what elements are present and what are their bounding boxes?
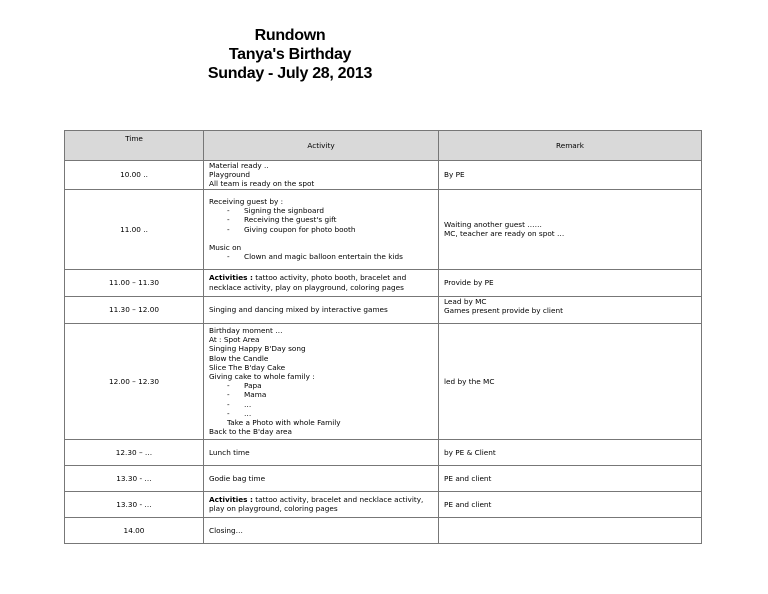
table-row — [65, 323, 702, 439]
time-cell: 12.00 – 12.30 — [65, 323, 204, 439]
remark-cell — [439, 269, 702, 296]
remark-cell — [439, 465, 702, 491]
header-time: Time — [65, 131, 204, 161]
title-event: Tanya's Birthday — [228, 46, 352, 63]
activity-bullet: - Receiving the guest's gift — [209, 215, 433, 224]
activity-cell — [204, 465, 439, 491]
remark-line: by PE & Client — [444, 447, 496, 457]
spacer — [209, 234, 433, 243]
document-title — [0, 26, 580, 83]
remark-line: By PE — [444, 170, 465, 180]
activity-cell — [204, 517, 439, 543]
table-row — [65, 161, 702, 190]
remark-line: PE and client — [444, 499, 492, 509]
remark-cell — [439, 439, 702, 465]
activity-line: Playground — [209, 170, 251, 180]
remark-line: Lead by MC — [444, 296, 487, 306]
header-remark: Remark — [439, 131, 702, 161]
activity-cell — [204, 269, 439, 296]
time-cell: 14.00 — [65, 517, 204, 543]
remark-cell — [439, 161, 702, 190]
activity-cell — [204, 161, 439, 190]
remark-line: MC, teacher are ready on spot … — [444, 229, 565, 239]
activity-cell — [204, 189, 439, 269]
activity-bullet: - … — [209, 400, 433, 409]
remark-cell — [439, 323, 702, 439]
activity-bullet: - … — [209, 409, 433, 418]
activity-line: Godie bag time — [209, 473, 266, 483]
remark-line: Games present provide by client — [444, 305, 563, 315]
activity-cell — [204, 439, 439, 465]
activity-cell — [204, 296, 439, 323]
time-cell: 13.30 - … — [65, 465, 204, 491]
activity-lead: Activities : — [209, 494, 253, 504]
activity-text: tattoo activity, photo booth, bracelet and necklace activity, play on playground, coloring pages — [209, 273, 407, 292]
remark-line: led by the MC — [444, 376, 495, 386]
table-row — [65, 491, 702, 517]
activity-line: Take a Photo with whole Family — [227, 417, 341, 427]
title-rundown: Rundown — [254, 27, 326, 44]
time-cell: 12.30 – … — [65, 439, 204, 465]
header-activity: Activity — [204, 131, 439, 161]
activity-bullet: - Signing the signboard — [209, 206, 433, 215]
activity-bullet: - Giving coupon for photo booth — [209, 225, 433, 234]
table-row — [65, 269, 702, 296]
table-row — [65, 465, 702, 491]
time-cell: 11.00 – 11.30 — [65, 269, 204, 296]
activity-line: Receiving guest by : — [209, 197, 284, 206]
activity-cell — [204, 323, 439, 439]
remark-line: Provide by PE — [444, 278, 494, 287]
activity-line: Singing Happy B'Day song — [209, 344, 306, 354]
activity-line: Closing… — [209, 525, 243, 535]
activity-line: At : Spot Area — [209, 335, 260, 345]
table-row — [65, 296, 702, 323]
activity-line: Lunch time — [209, 447, 250, 457]
time-cell: 11.00 .. — [65, 189, 204, 269]
activity-bullet: - Papa — [209, 381, 433, 390]
activity-line: Slice The B'day Cake — [209, 362, 286, 372]
table-row — [65, 189, 702, 269]
title-date: Sunday - July 28, 2013 — [207, 65, 373, 82]
remark-cell — [439, 189, 702, 269]
table-row — [65, 439, 702, 465]
activity-text: tattoo activity, bracelet and necklace activity, play on playground, coloring pages — [209, 494, 424, 514]
activity-cell — [204, 491, 439, 517]
time-cell: 11.30 – 12.00 — [65, 296, 204, 323]
activity-line: Giving cake to whole family : — [209, 371, 315, 381]
remark-line: Waiting another guest …… — [444, 219, 542, 229]
activity-line: Birthday moment … — [209, 325, 283, 335]
activity-bullet: - Mama — [209, 390, 433, 399]
remark-line: PE and client — [444, 473, 492, 483]
activity-line: Singing and dancing mixed by interactive games — [209, 305, 388, 314]
activity-bullet: - Clown and magic balloon entertain the kids — [209, 252, 433, 261]
activity-line: All team is ready on the spot — [209, 179, 315, 189]
activity-line: Blow the Candle — [209, 353, 269, 363]
activity-lead: Activities : — [209, 273, 253, 283]
activity-line: Material ready .. — [209, 161, 269, 170]
remark-cell — [439, 491, 702, 517]
remark-cell — [439, 296, 702, 323]
activity-line: Music on — [209, 242, 242, 252]
table-row — [65, 517, 702, 543]
time-cell: 13.30 - … — [65, 491, 204, 517]
remark-cell — [439, 517, 702, 543]
table-header-row — [65, 131, 702, 161]
time-cell: 10.00 .. — [65, 161, 204, 190]
activity-line: Back to the B'day area — [209, 427, 292, 437]
rundown-table — [64, 130, 702, 544]
